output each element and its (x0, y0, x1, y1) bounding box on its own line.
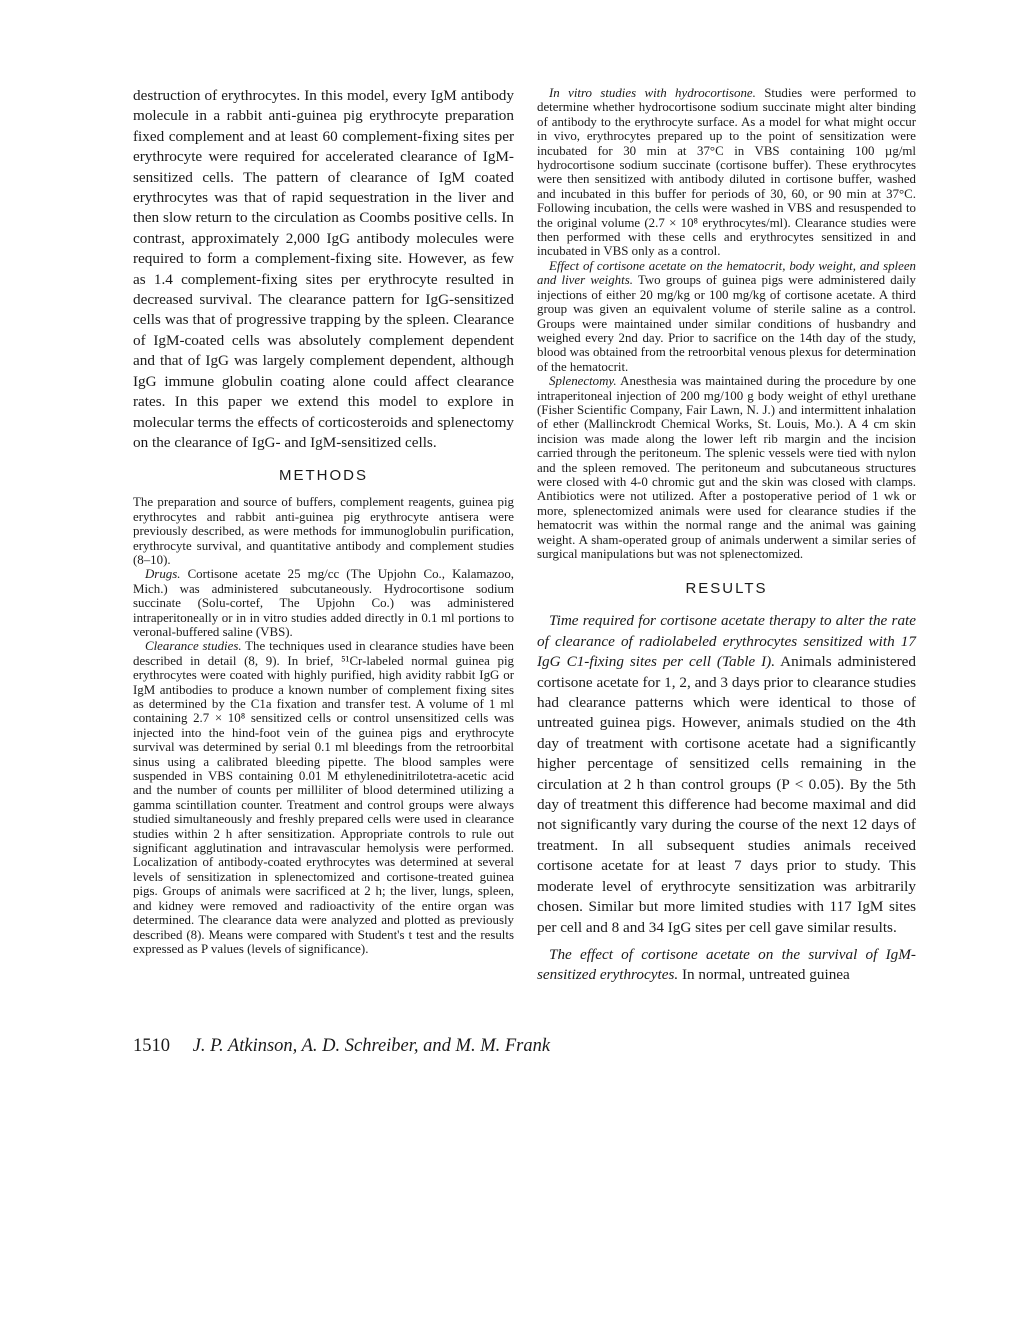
time-text: Animals administered cortisone acetate for 1, 2, and 3 days prior to clearance studies had clearance patterns which were identical to those of untreated guinea pigs. However, animals studied on the 4th day of treatment with cortisone acetate had a significantly higher percentage of sensitized cells remaining in the circulation at 2 h than control groups (P < 0.05). By the 5th day of treatment this difference had become maximal and did not significantly vary during the course of the next 12 days of treatment. In all subsequent studies animals received cortisone acetate for at least 7 days prior to study. This moderate level of erythrocyte sensitization was arbitrarily chosen. Similar but more limited studies with 117 IgM sites per cell and 8 and 34 IgG sites per cell gave similar results. (537, 653, 917, 936)
drugs-text: Cortisone acetate 25 mg/cc (The Upjohn Co., Kalamazoo, Mich.) was administered subcutaneously. Hydrocortisone sodium succinate (Solu-cortef, The Upjohn Co.) was administered intraperitoneally or in in vitro studies added directly in 0.1 ml portions to veronal-buffered saline (VBS). (133, 567, 514, 639)
intro-text: destruction of erythrocytes. In this model, every IgM antibody molecule in a rabbit anti-guinea pig erythrocyte preparation fixed complement and at least 60 complement-fixing sites per erythrocyte were required for accelerated clearance of IgM-sensitized cells. The pattern of clearance of IgM coated erythrocytes was that of rapid sequestration in the liver and then slow return to the circulation as Coombs positive cells. In contrast, approximately 2,000 IgG antibody molecules were required to form a complement-fixing site. However, as few as 1.4 complement-fixing sites per erythrocyte resulted in decreased survival. The clearance pattern for IgG-sensitized cells was that of progressive trapping by the spleen. Clearance of IgM-coated cells was absolutely complement dependent and that of IgG was largely complement dependent, although IgG immune globulin coating alone could affect clearance rates. In this paper we extend this model to explore in molecular terms the effects of corticosteroids and splenectomy on the clearance of IgG- and IgM-sensitized cells. (133, 87, 514, 451)
results-heading: RESULTS (685, 580, 768, 598)
methods-paragraph (133, 495, 514, 567)
authors-line: J. P. Atkinson, A. D. Schreiber, and M. M. Frank (192, 1036, 551, 1056)
drugs-paragraph (133, 567, 514, 639)
left-column (133, 86, 514, 956)
intro-paragraph (133, 86, 514, 453)
survival-title: The effect of cortisone acetate on the survival of IgM-sensitized erythrocytes. (537, 945, 916, 984)
invitro-title: In vitro studies with hydrocortisone. (549, 86, 756, 100)
clearance-paragraph (133, 639, 514, 956)
survival-paragraph (537, 945, 916, 986)
right-column (537, 86, 916, 986)
drugs-title: Drugs. (145, 567, 181, 582)
clearance-text: The techniques used in clearance studies have been described in detail (8, 9). In brief, ⁵¹Cr-labeled normal guinea pig erythrocytes were coated with highly purified, high avidity rabbit IgG or IgM antibodies to produce a known number of complement fixing sites as determined by the C1a fixation and transfer test. A volume of 1 ml containing 2.7 × 10⁸ sensitized cells or control unsensitized cells was injected into the hind-foot vein of the guinea pigs and erythrocyte survival was determined by serial 0.1 ml bleedings from the retroorbital sinus using a calibrated bleeding pipette. The blood samples were suspended in VBS containing 0.01 M ethylenedinitrilotetra-acetic acid and the number of counts per milliliter of blood determined utilizing a gamma scintillation counter. Treatment and control groups were always studied simultaneously and freshly prepared cells were used in clearance studies within 2 h after sensitization. Appropriate controls to rule out significant agglutination and intravascular hemolysis were performed. Localization of antibody-coated erythrocytes was determined at several levels of sensitization in splenectomized and cortisone-treated guinea pigs. Groups of animals were sacrificed at 2 h; the liver, lungs, spleen, and kidney were removed and radioactivity of the entire organ was determined. The clearance data were analyzed and plotted as previously described (8). Means were compared with Student's t test and the results expressed as P values (levels of significance). (133, 639, 515, 956)
invitro-paragraph (537, 86, 916, 259)
effect-text: Two groups of guinea pigs were administered daily injections of either 20 mg/kg or 100 mg/kg of cortisone acetate. A third group was given an equivalent volume of sterile saline as a control. Groups were maintained under similar conditions of husbandry and weighed every 2nd day. Prior to sacrifice on the 14th day of the study, blood was obtained from the retroorbital venous plexus for determination of the hematocrit. (537, 273, 916, 374)
splenectomy-text: Anesthesia was maintained during the procedure by one intraperitoneal injection of 200 mg/100 g body weight of ethyl urethane (Fisher Scientific Company, Fair Lawn, N. J.) and intermittent inhalation of ether (Mallinckrodt Chemical Works, St. Louis, Mo.). A 4 cm skin incision was made along the lower left rib margin and the incision carried through the peritoneum. The splenic vessels were tied with nylon and the spleen removed. The peritoneum and subcutaneous structures were closed with 4-0 chromic gut and the skin was closed with clamps. Antibiotics were not utilized. After a postoperative period of 1 wk or more, splenectomized animals were used for clearance studies if the hematocrit was within the normal range and the animal was gaining weight. A sham-operated group of animals underwent a similar series of surgical manipulations but was not splenectomized. (537, 374, 916, 561)
page-number: 1510 (133, 1036, 170, 1056)
survival-text: In normal, untreated guinea (678, 966, 850, 984)
invitro-text: Studies were performed to determine whether hydrocortisone sodium succinate might alter binding of antibody to the erythrocyte surface. As a model for what might occur in vivo, erythrocytes prepared up to the point of sensitization were incubated for 30 min at 37°C in VBS containing 100 µg/ml hydrocortisone sodium succinate (cortisone buffer). These erythrocytes were then sensitized with antibody diluted in cortisone buffer, washed and incubated in this buffer for periods of 30, 60, or 90 min at 37°C. Following incubation, the cells were washed in VBS and resuspended to the original volume (2.7 × 10⁸ erythrocytes/ml). Clearance studies were then performed with these cells and erythrocytes sensitized in and incubated in VBS only as a control. (537, 86, 916, 259)
time-paragraph (537, 611, 916, 938)
clearance-title: Clearance studies. (145, 639, 242, 654)
page-footer (133, 1036, 550, 1057)
time-title: Time required for cortisone acetate therapy to alter the rate of clearance of radiolabeled erythrocytes sensitized with 17 IgG C1-fixing sites per cell (Table I). (537, 612, 916, 671)
splenectomy-title: Splenectomy. (549, 374, 617, 389)
splenectomy-paragraph (537, 374, 916, 561)
methods-text: The preparation and source of buffers, complement reagents, guinea pig erythrocytes and rabbit anti-guinea pig erythrocyte antisera were previously described, as were methods for immunoglobulin purification, erythrocyte survival, and quantitative antibody and complement studies (8–10). (133, 495, 514, 567)
effect-paragraph (537, 259, 916, 374)
effect-title: Effect of cortisone acetate on the hematocrit, body weight, and spleen and liver weights. (537, 258, 916, 288)
methods-heading: METHODS (279, 467, 368, 485)
